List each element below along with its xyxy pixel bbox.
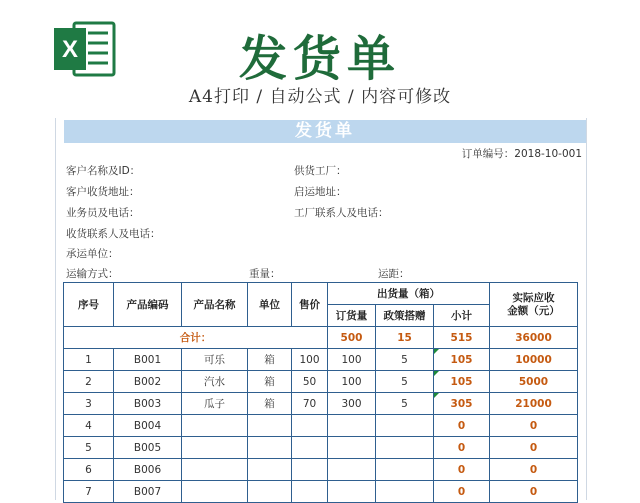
invoice-sheet (55, 118, 587, 500)
cell-order-qty[interactable]: 300 (328, 393, 376, 415)
cell-subtotal[interactable]: 105 (434, 349, 490, 371)
cell-subtotal[interactable]: 0 (434, 415, 490, 437)
cell-seq[interactable]: 1 (64, 349, 114, 371)
cell-price[interactable]: 50 (292, 371, 328, 393)
cell-amount[interactable]: 0 (490, 481, 578, 503)
total-label[interactable]: 合计： (64, 327, 328, 349)
cell-promo[interactable] (376, 437, 434, 459)
cell-price[interactable]: 70 (292, 393, 328, 415)
cell-order-qty[interactable] (328, 459, 376, 481)
cell-price[interactable] (292, 459, 328, 481)
cell-subtotal[interactable]: 0 (434, 481, 490, 503)
total-order-qty[interactable]: 500 (328, 327, 376, 349)
cell-order-qty[interactable]: 100 (328, 349, 376, 371)
cell-code[interactable]: B004 (114, 415, 182, 437)
header-subtotal[interactable]: 小计 (434, 305, 490, 327)
cell-promo[interactable] (376, 459, 434, 481)
total-amount[interactable]: 36000 (490, 327, 578, 349)
cell-code[interactable]: B001 (114, 349, 182, 371)
carrier-field[interactable]: 承运单位： (66, 248, 119, 260)
table-row (64, 481, 578, 503)
cell-unit[interactable] (248, 415, 292, 437)
cell-name[interactable]: 汽水 (182, 371, 248, 393)
cell-code[interactable]: B007 (114, 481, 182, 503)
cell-price[interactable] (292, 481, 328, 503)
header-order-qty[interactable]: 订货量 (328, 305, 376, 327)
weight-field[interactable]: 重量： (249, 268, 281, 280)
cell-promo[interactable] (376, 481, 434, 503)
cell-name[interactable] (182, 459, 248, 481)
cell-amount[interactable]: 5000 (490, 371, 578, 393)
cell-price[interactable] (292, 437, 328, 459)
table-row (64, 349, 578, 371)
cell-subtotal[interactable]: 0 (434, 437, 490, 459)
cell-unit[interactable] (248, 459, 292, 481)
cell-amount[interactable]: 0 (490, 415, 578, 437)
cell-unit[interactable] (248, 437, 292, 459)
shipment-table (63, 282, 578, 503)
table-row (64, 415, 578, 437)
cell-seq[interactable]: 2 (64, 371, 114, 393)
cell-subtotal[interactable]: 105 (434, 371, 490, 393)
excel-logo-letter: X (61, 36, 79, 63)
transport-field[interactable]: 运输方式： (66, 268, 119, 280)
cell-promo[interactable] (376, 415, 434, 437)
cell-unit[interactable] (248, 481, 292, 503)
order-number[interactable]: 订单编号：2018-10-001 (461, 148, 582, 160)
cell-seq[interactable]: 7 (64, 481, 114, 503)
cell-promo[interactable]: 5 (376, 393, 434, 415)
cell-code[interactable]: B005 (114, 437, 182, 459)
cell-unit[interactable]: 箱 (248, 371, 292, 393)
header-promo[interactable]: 政策搭赠 (376, 305, 434, 327)
header-price[interactable]: 售价 (292, 283, 328, 327)
address-field[interactable]: 客户收货地址： (66, 186, 140, 198)
table-row (64, 437, 578, 459)
cell-name[interactable]: 可乐 (182, 349, 248, 371)
cell-amount[interactable]: 21000 (490, 393, 578, 415)
cell-amount[interactable]: 0 (490, 459, 578, 481)
origin-field[interactable]: 启运地址： (294, 186, 347, 198)
table-row (64, 459, 578, 481)
cell-promo[interactable]: 5 (376, 371, 434, 393)
cell-price[interactable]: 100 (292, 349, 328, 371)
customer-field[interactable]: 客户名称及ID： (66, 165, 141, 177)
total-promo[interactable]: 15 (376, 327, 434, 349)
distance-field[interactable]: 运距： (378, 268, 410, 280)
header-amount[interactable]: 实际应收 金额（元） (490, 283, 578, 327)
factory-contact-field[interactable]: 工厂联系人及电话： (294, 207, 389, 219)
cell-name[interactable]: 瓜子 (182, 393, 248, 415)
cell-order-qty[interactable]: 100 (328, 371, 376, 393)
cell-subtotal[interactable]: 305 (434, 393, 490, 415)
page-title: 发货单 (238, 31, 401, 87)
cell-name[interactable] (182, 415, 248, 437)
cell-seq[interactable]: 4 (64, 415, 114, 437)
page-subtitle: A4打印 / 自动公式 / 内容可修改 (188, 87, 452, 107)
cell-amount[interactable]: 0 (490, 437, 578, 459)
supplier-field[interactable]: 供货工厂： (294, 165, 347, 177)
cell-amount[interactable]: 10000 (490, 349, 578, 371)
header-unit[interactable]: 单位 (248, 283, 292, 327)
cell-code[interactable]: B003 (114, 393, 182, 415)
cell-unit[interactable]: 箱 (248, 349, 292, 371)
receiver-field[interactable]: 收货联系人及电话： (66, 228, 161, 240)
cell-name[interactable] (182, 437, 248, 459)
cell-seq[interactable]: 6 (64, 459, 114, 481)
cell-order-qty[interactable] (328, 481, 376, 503)
cell-order-qty[interactable] (328, 415, 376, 437)
cell-unit[interactable]: 箱 (248, 393, 292, 415)
cell-code[interactable]: B002 (114, 371, 182, 393)
total-row (64, 327, 578, 349)
header-shipment[interactable]: 出货量（箱） (328, 283, 490, 305)
salesman-field[interactable]: 业务员及电话： (66, 207, 140, 219)
table-row (64, 371, 578, 393)
sheet-title[interactable]: 发货单 (64, 120, 586, 143)
cell-order-qty[interactable] (328, 437, 376, 459)
header-code[interactable]: 产品编码 (114, 283, 182, 327)
cell-seq[interactable]: 3 (64, 393, 114, 415)
table-row (64, 393, 578, 415)
cell-promo[interactable]: 5 (376, 349, 434, 371)
cell-subtotal[interactable]: 0 (434, 459, 490, 481)
cell-seq[interactable]: 5 (64, 437, 114, 459)
header-seq[interactable]: 序号 (64, 283, 114, 327)
total-subtotal[interactable]: 515 (434, 327, 490, 349)
cell-price[interactable] (292, 415, 328, 437)
banner (0, 0, 640, 118)
header-name[interactable]: 产品名称 (182, 283, 248, 327)
cell-code[interactable]: B006 (114, 459, 182, 481)
cell-name[interactable] (182, 481, 248, 503)
